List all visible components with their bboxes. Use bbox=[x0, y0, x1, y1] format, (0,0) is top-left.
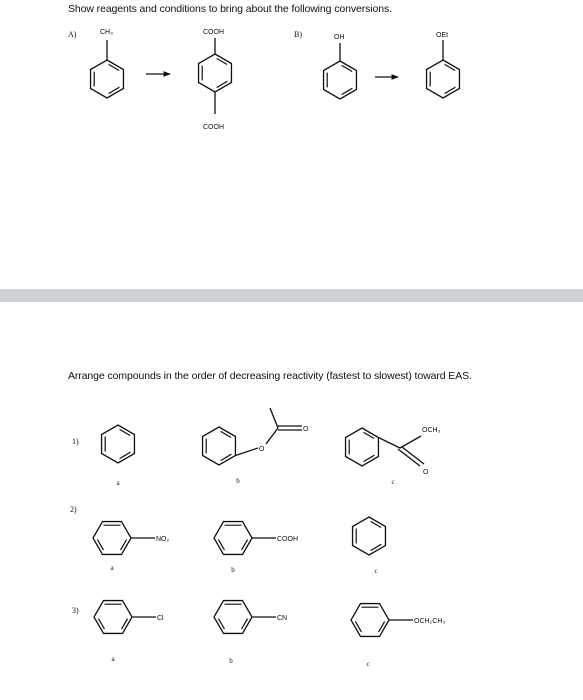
cyano-label: CN bbox=[277, 615, 288, 622]
set-2-letter-c: c bbox=[374, 567, 378, 575]
phenol-structure bbox=[324, 34, 357, 99]
ester-oxygen-label: O bbox=[259, 446, 265, 453]
set-2-letter-b: b bbox=[231, 566, 235, 574]
benzoic-acid-structure bbox=[214, 522, 298, 555]
methyl-benzoate-structure bbox=[346, 427, 441, 476]
nitro-label: NO₂ bbox=[156, 536, 170, 543]
nitrobenzene-structure bbox=[93, 522, 170, 555]
ethoxybenzene-structure-3c bbox=[351, 604, 445, 637]
set-2-label: 2) bbox=[70, 505, 77, 514]
ethoxy-substituent-label: OCH₂CH₃ bbox=[414, 618, 446, 625]
chloro-label: Cl bbox=[157, 615, 164, 622]
carbonyl-oxygen-c-label: O bbox=[423, 469, 429, 476]
carboxyl-top-label: COOH bbox=[203, 29, 224, 36]
carboxyl-label: COOH bbox=[277, 536, 298, 543]
set-3-letter-c: c bbox=[366, 660, 370, 668]
carbonyl-oxygen-label: O bbox=[303, 426, 309, 433]
hydroxyl-label: OH bbox=[334, 34, 345, 41]
set-1-label: 1) bbox=[72, 437, 79, 446]
set-1-letter-c: c bbox=[391, 478, 395, 486]
set-1-letter-b: b bbox=[236, 477, 240, 485]
set-3-label: 3) bbox=[72, 606, 79, 615]
set-3-letter-a: a bbox=[111, 655, 115, 663]
set-3-letter-b: b bbox=[229, 657, 233, 665]
part-a-label: A) bbox=[68, 30, 77, 39]
phenyl-ester-structure bbox=[203, 408, 309, 465]
benzonitrile-structure bbox=[214, 601, 287, 634]
terephthalic-acid-structure bbox=[199, 29, 232, 131]
set-2-letter-a: a bbox=[110, 564, 114, 572]
carboxyl-bottom-label: COOH bbox=[203, 124, 224, 131]
benzene-structure bbox=[102, 425, 135, 463]
ethoxybenzene-structure bbox=[427, 32, 460, 98]
benzene-structure-2c bbox=[353, 517, 386, 555]
chlorobenzene-structure bbox=[94, 601, 164, 634]
toluene-structure bbox=[91, 29, 124, 98]
ethoxy-label: OEt bbox=[436, 32, 449, 39]
set-1-letter-a: a bbox=[116, 479, 120, 487]
methyl-substituent-label: CH₃ bbox=[100, 29, 113, 36]
part-b-label: B) bbox=[294, 30, 302, 39]
methoxy-label: OCH₃ bbox=[422, 427, 441, 434]
question-1-prompt: Show reagents and conditions to bring about the following conversions. bbox=[68, 3, 392, 15]
question-2-prompt: Arrange compounds in the order of decreasing reactivity (fastest to slowest) toward EAS. bbox=[68, 370, 472, 382]
